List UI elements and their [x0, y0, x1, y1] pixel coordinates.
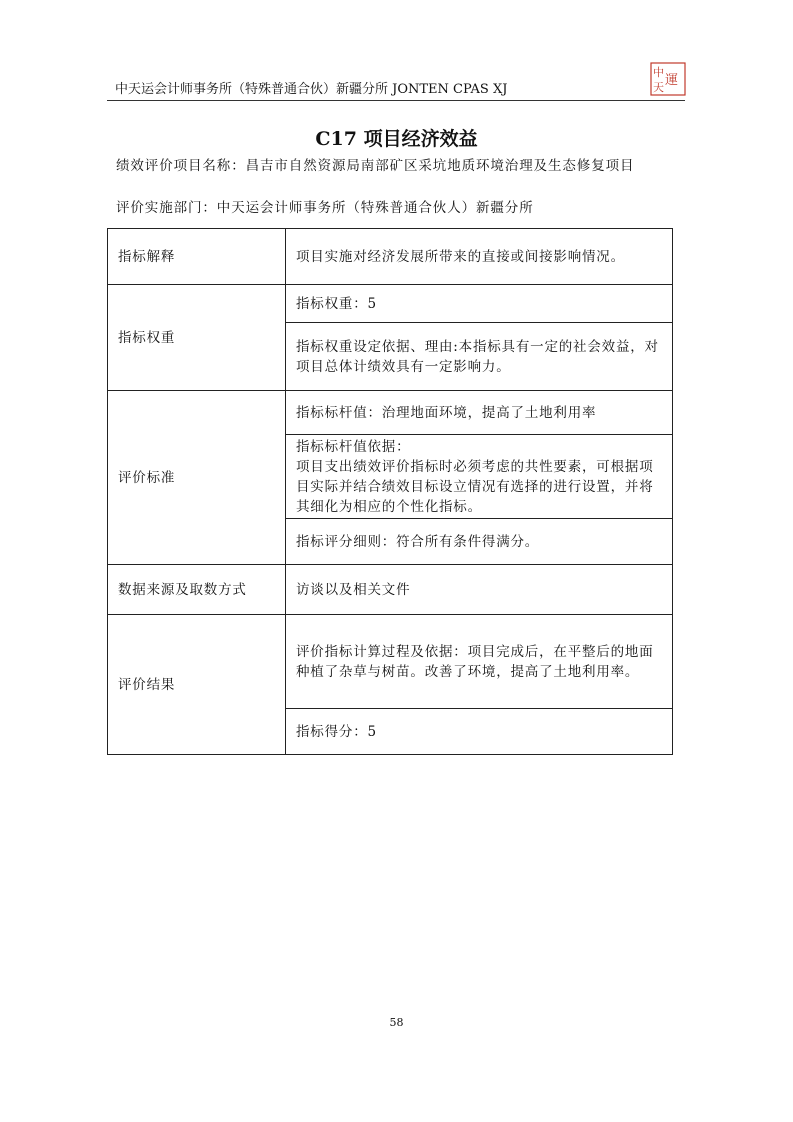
source-content: 访谈以及相关文件 — [286, 565, 673, 615]
weight-basis: 指标权重设定依据、理由:本指标具有一定的社会效益，对项目总体计绩效具有一定影响力。 — [286, 323, 673, 391]
page-number: 58 — [389, 1016, 404, 1029]
row-label-weight: 指标权重 — [108, 285, 286, 391]
indicator-table — [107, 228, 673, 755]
table-row — [108, 565, 673, 615]
header-text: 中天运会计师事务所（特殊普通合伙）新疆分所 JONTEN CPAS XJ — [115, 82, 508, 97]
table-row — [108, 615, 673, 709]
firm-logo — [650, 62, 686, 96]
page-header — [107, 66, 685, 101]
standard-rules: 指标评分细则：符合所有条件得满分。 — [286, 519, 673, 565]
svg-text:中: 中 — [653, 66, 664, 79]
svg-text:天: 天 — [653, 81, 664, 94]
table-row — [108, 285, 673, 323]
page-title: C17 项目经济效益 — [315, 128, 478, 150]
row-label-standard: 评价标准 — [108, 391, 286, 565]
weight-value: 指标权重：5 — [286, 285, 673, 323]
standard-basis — [286, 435, 673, 519]
table-row — [108, 229, 673, 285]
result-process: 评价指标计算过程及依据：项目完成后，在平整后的地面种植了杂草与树苗。改善了环境，提高了土地利用率。 — [286, 615, 673, 709]
row-label-result: 评价结果 — [108, 615, 286, 755]
svg-text:運: 運 — [665, 73, 679, 88]
standard-benchmark: 指标标杆值：治理地面环境，提高了土地利用率 — [286, 391, 673, 435]
standard-basis-title: 指标标杆值依据： — [296, 438, 411, 455]
project-name: 绩效评价项目名称：昌吉市自然资源局南部矿区采坑地质环境治理及生态修复项目 — [116, 158, 635, 174]
standard-basis-text: 项目支出绩效评价指标时必须考虑的共性要素，可根据项目实际并结合绩效目标设立情况有选择的进行设置，并将其细化为相应的个性化指标。 — [296, 458, 654, 515]
table-row — [108, 391, 673, 435]
row-label-explain: 指标解释 — [108, 229, 286, 285]
evaluation-department: 评价实施部门：中天运会计师事务所（特殊普通合伙人）新疆分所 — [116, 200, 534, 216]
row-label-source: 数据来源及取数方式 — [108, 565, 286, 615]
explain-content: 项目实施对经济发展所带来的直接或间接影响情况。 — [286, 229, 673, 285]
result-score: 指标得分：5 — [286, 709, 673, 755]
